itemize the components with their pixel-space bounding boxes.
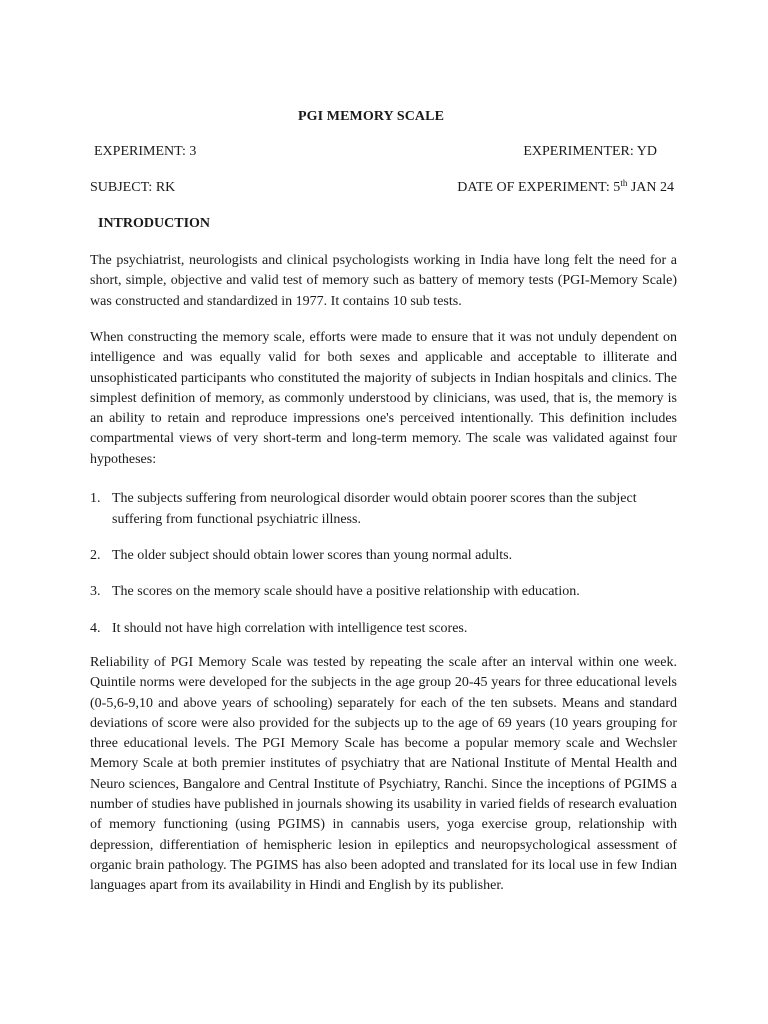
list-item-text: The older subject should obtain lower scores than young normal adults.: [112, 548, 513, 563]
document-title: PGI MEMORY SCALE: [297, 109, 445, 124]
subject-info-row: [90, 180, 677, 200]
list-item-number: 3.: [90, 584, 101, 599]
list-item-text: The scores on the memory scale should have a positive relationship with education.: [112, 584, 580, 599]
date-superscript: th: [620, 178, 628, 188]
intro-paragraph-1: The psychiatrist, neurologists and clinical psychologists working in India have long felt the need for a short, simple, objective and valid test of memory such as battery of memory tests (PGI-Memory Scale) was constructed and standardized in 1977. It contains 10 sub tests.: [90, 253, 677, 309]
list-item-text: It should not have high correlation with intelligence test scores.: [112, 621, 468, 636]
list-item-number: 1.: [90, 491, 101, 506]
hypothesis-list-item: [90, 488, 677, 530]
hypothesis-list-item: [90, 618, 677, 639]
intro-paragraph-2: When constructing the memory scale, efforts were made to ensure that it was not unduly dependent on intelligence and was equally valid for both sexes and applicable and acceptable to illiterate and unsophisticated participants who constituted the majority of subjects in Indian hospitals and clinics. The simplest definition of memory, as commonly understood by clinicians, was used, that is, the memory is an ability to retain and reproduce impressions one's perceived intentionally. This definition includes compartmental views of very short-term and long-term memory. The scale was validated against four hypotheses:: [90, 330, 677, 467]
experimenter-name: EXPERIMENTER: YD: [523, 144, 657, 159]
experiment-number: EXPERIMENT: 3: [94, 144, 197, 159]
hypothesis-list-item: [90, 581, 677, 602]
section-heading-introduction: INTRODUCTION: [98, 216, 211, 231]
date-suffix: JAN 24: [627, 180, 674, 195]
list-item-number: 4.: [90, 621, 101, 636]
list-item-number: 2.: [90, 548, 101, 563]
hypothesis-list-item: [90, 545, 677, 566]
date-prefix: DATE OF EXPERIMENT: 5: [457, 180, 621, 195]
reliability-paragraph: Reliability of PGI Memory Scale was tested by repeating the scale after an interval within one week. Quintile norms were developed for the subjects in the age group 20-45 years for three educational levels (0-5,6-9,10 and above years of schooling) separately for each of the ten subsets. Means and standard deviations of score were also provided for the subjects up to the age of 69 years (10 years grouping for three educational levels. The PGI Memory Scale has become a popular memory scale and Wechsler Memory Scale at both premier institutes of psychiatry that are National Institute of Mental Health and Neuro sciences, Bangalore and Central Institute of Psychiatry, Ranchi. Since the inceptions of PGIMS a number of studies have published in journals showing its usability in varied fields of research evaluation of memory functioning (using PGIMS) in cannabis users, yoga exercise group, relationship with depression, differentiation of hemispheric lesion in epileptics and neuropsychological assessment of organic brain pathology. The PGIMS has also been adopted and translated for its local use in few Indian languages apart from its availability in Hindi and English by its publisher.: [90, 655, 677, 894]
subject-name: SUBJECT: RK: [90, 180, 176, 195]
list-item-text: The subjects suffering from neurological disorder would obtain poorer scores than the subject suffering from functional psychiatric illness.: [112, 491, 637, 527]
experiment-info-row: [90, 144, 677, 164]
experiment-date: [457, 180, 674, 196]
